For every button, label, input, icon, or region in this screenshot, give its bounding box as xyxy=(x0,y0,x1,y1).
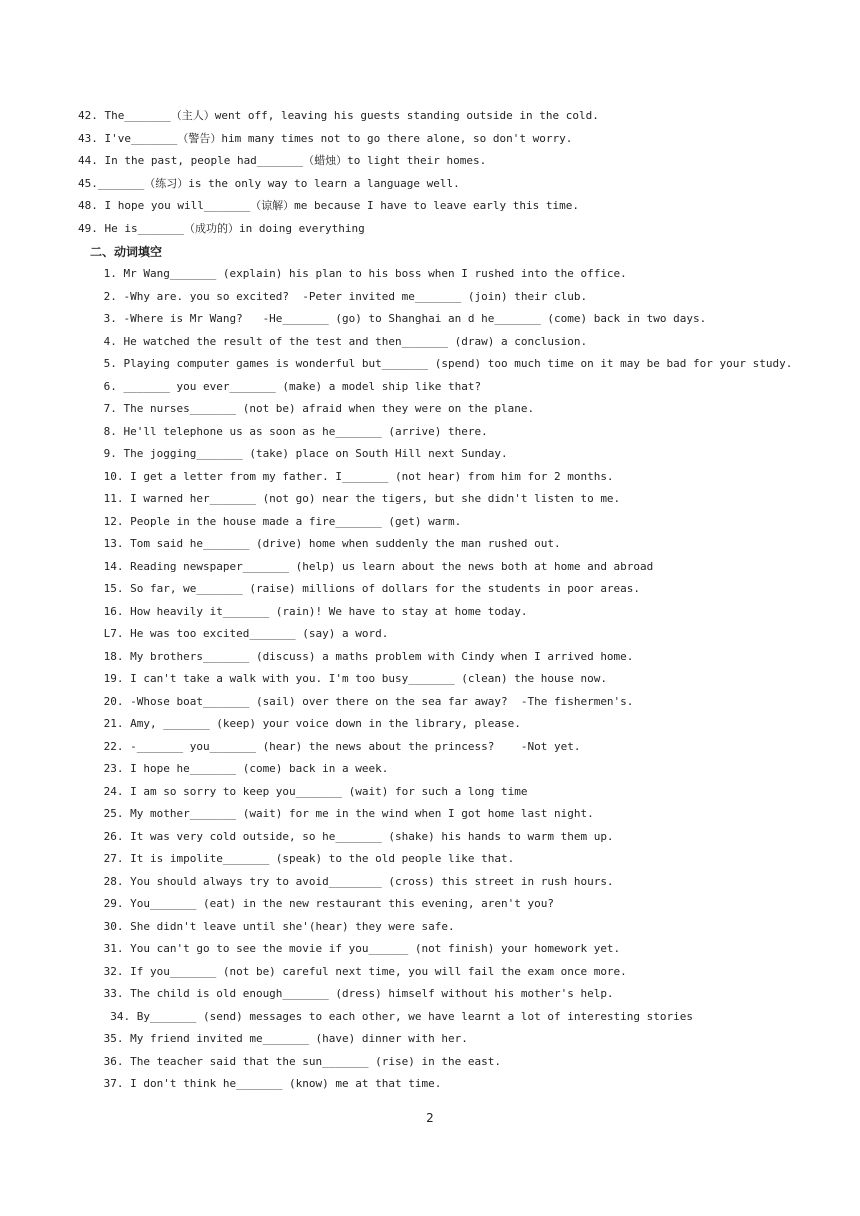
question-4: 4. He watched the result of the test and then_______ (draw) a conclusion. xyxy=(97,334,588,348)
question-13: 13. Tom said he_______ (drive) home when suddenly the man rushed out. xyxy=(97,537,561,550)
question-5: 5. Playing computer games is wonderful but_______ (spend) too much time on it may be bad for your study. xyxy=(97,357,793,370)
question-43: 43. I've_______（警告）him many times not to go there alone, so don't worry. xyxy=(78,131,573,145)
question-48: 48. I hope you will_______（谅解）me because I have to leave early this time. xyxy=(78,199,579,212)
question-19: 19. I can't take a walk with you. I'm too busy_______ (clean) the house now. xyxy=(97,672,607,685)
question-16: 16. How heavily it_______ (rain)! We have to stay at home today. xyxy=(97,604,528,618)
question-18: 18. My brothers_______ (discuss) a maths problem with Cindy when I arrived home. xyxy=(97,649,634,663)
question-30: 30. She didn't leave until she'(hear) they were safe. xyxy=(97,919,455,933)
question-22: 22. -_______ you_______ (hear) the news about the princess? -Not yet. xyxy=(97,739,581,753)
question-15: 15. So far, we_______ (raise) millions of dollars for the students in poor areas. xyxy=(97,582,641,595)
question-24: 24. I am so sorry to keep you_______ (wait) for such a long time xyxy=(97,784,528,798)
question-34: 34. By_______ (send) messages to each other, we have learnt a lot of interesting stories xyxy=(97,1009,694,1023)
question-44: 44. In the past, people had_______（蜡烛）to light their homes. xyxy=(78,154,487,167)
question-35: 35. My friend invited me_______ (have) dinner with her. xyxy=(97,1032,468,1045)
question-27: 27. It is impolite_______ (speak) to the old people like that. xyxy=(97,852,515,865)
question-14: 14. Reading newspaper_______ (help) us learn about the news both at home and abroad xyxy=(97,559,654,573)
section-heading-verb-fill: 二、动词填空 xyxy=(90,245,163,259)
question-45: 45._______（练习）is the only way to learn a language well. xyxy=(78,176,460,190)
question-26: 26. It was very cold outside, so he_______ (shake) his hands to warm them up. xyxy=(97,829,614,843)
question-10: 10. I get a letter from my father. I_______ (not hear) from him for 2 months. xyxy=(97,469,614,483)
question-37: 37. I don't think he_______ (know) me at that time. xyxy=(97,1077,442,1090)
question-49: 49. He is_______（成功的）in doing everything xyxy=(78,221,365,235)
question-25: 25. My mother_______ (wait) for me in the wind when I got home last night. xyxy=(97,807,594,820)
question-3: 3. -Where is Mr Wang? -He_______ (go) to Shanghai an d he_______ (come) back in two days. xyxy=(97,312,707,325)
verb-fill-section xyxy=(97,263,792,1096)
question-23: 23. I hope he_______ (come) back in a week. xyxy=(97,762,389,775)
question-36: 36. The teacher said that the sun_______ (rise) in the east. xyxy=(97,1054,501,1068)
question-31: 31. You can't go to see the movie if you______ (not finish) your homework yet. xyxy=(97,942,621,955)
question-1: 1. Mr Wang_______ (explain) his plan to his boss when I rushed into the office. xyxy=(97,267,627,280)
question-21: 21. Amy, _______ (keep) your voice down in the library, please. xyxy=(97,717,521,730)
question-20: 20. -Whose boat_______ (sail) over there on the sea far away? -The fishermen's. xyxy=(97,694,634,708)
question-17: L7. He was too excited_______ (say) a word. xyxy=(97,627,389,640)
question-2: 2. -Why are. you so excited? -Peter invited me_______ (join) their club. xyxy=(97,289,588,303)
question-28: 28. You should always try to avoid________ (cross) this street in rush hours. xyxy=(97,874,614,888)
question-29: 29. You_______ (eat) in the new restaurant this evening, aren't you? xyxy=(97,897,554,910)
question-6: 6. _______ you ever_______ (make) a model ship like that? xyxy=(97,379,482,393)
question-12: 12. People in the house made a fire_______ (get) warm. xyxy=(97,514,462,528)
question-7: 7. The nurses_______ (not be) afraid when they were on the plane. xyxy=(97,402,535,415)
vocabulary-section xyxy=(78,105,599,240)
question-32: 32. If you_______ (not be) careful next time, you will fail the exam once more. xyxy=(97,964,627,978)
question-42: 42. The_______（主人）went off, leaving his guests standing outside in the cold. xyxy=(78,109,599,122)
page-number: 2 xyxy=(426,1111,434,1125)
question-33: 33. The child is old enough_______ (dress) himself without his mother's help. xyxy=(97,987,614,1000)
question-11: 11. I warned her_______ (not go) near the tigers, but she didn't listen to me. xyxy=(97,492,621,505)
question-9: 9. The jogging_______ (take) place on South Hill next Sunday. xyxy=(97,447,508,460)
question-8: 8. He'll telephone us as soon as he_______ (arrive) there. xyxy=(97,424,488,438)
